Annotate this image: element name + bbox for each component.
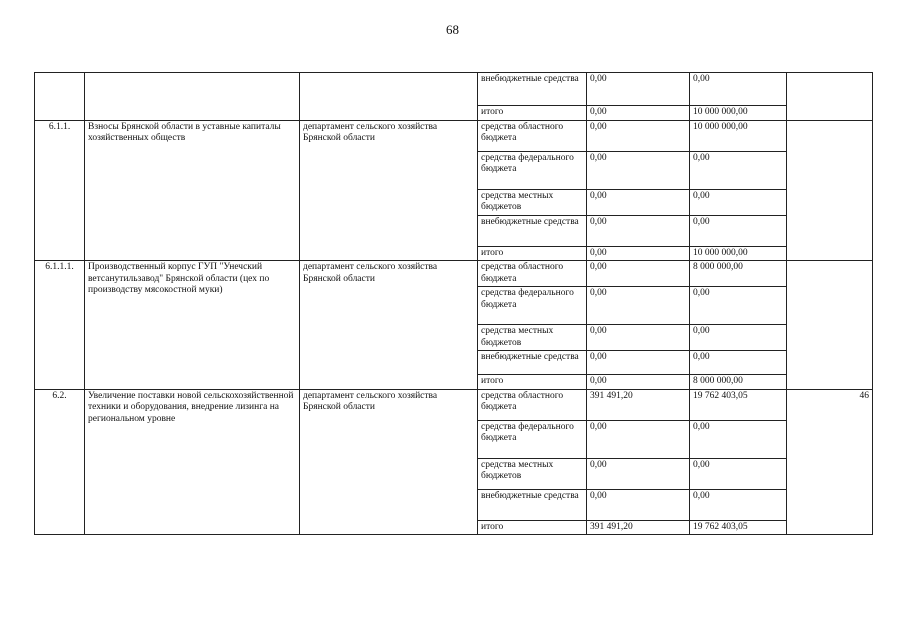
measure-name: Взносы Брянской области в уставные капиталы хозяйственных обществ: [85, 120, 300, 261]
row-number: 6.2.: [35, 389, 85, 535]
funding-source: средства федерального бюджета: [478, 420, 587, 458]
amount-value-1: 0,00: [587, 246, 690, 261]
amount-value-2: 0,00: [690, 489, 787, 520]
amount-value-2: 10 000 000,00: [690, 246, 787, 261]
table-row: [35, 73, 873, 106]
amount-value-2: 0,00: [690, 458, 787, 489]
funding-source: внебюджетные средства: [478, 73, 587, 106]
indicator-value: [787, 73, 873, 121]
amount-value-2: 10 000 000,00: [690, 120, 787, 151]
measure-name: Увеличение поставки новой сельскохозяйственной техники и оборудования, внедрение лизинга на региональном уровне: [85, 389, 300, 535]
amount-value-2: 0,00: [690, 420, 787, 458]
amount-value-1: 0,00: [587, 73, 690, 106]
indicator-value: [787, 261, 873, 390]
amount-value-1: 0,00: [587, 189, 690, 215]
amount-value-2: 10 000 000,00: [690, 106, 787, 121]
amount-value-1: 0,00: [587, 215, 690, 246]
amount-value-1: 391 491,20: [587, 520, 690, 535]
measure-name: [85, 73, 300, 121]
amount-value-2: 0,00: [690, 287, 787, 325]
amount-value-1: 0,00: [587, 106, 690, 121]
row-number: 6.1.1.1.: [35, 261, 85, 390]
amount-value-2: 0,00: [690, 151, 787, 189]
funding-source: итого: [478, 106, 587, 121]
amount-value-1: 0,00: [587, 151, 690, 189]
executor: [300, 73, 478, 121]
funding-source: средства местных бюджетов: [478, 458, 587, 489]
amount-value-2: 19 762 403,05: [690, 389, 787, 420]
funding-source: средства областного бюджета: [478, 120, 587, 151]
table-row: [35, 261, 873, 287]
executor: департамент сельского хозяйства Брянской области: [300, 120, 478, 261]
amount-value-1: 0,00: [587, 261, 690, 287]
executor: департамент сельского хозяйства Брянской области: [300, 389, 478, 535]
row-number: [35, 73, 85, 121]
program-table: [34, 72, 873, 535]
indicator-value: 46: [787, 389, 873, 535]
funding-source: средства местных бюджетов: [478, 189, 587, 215]
amount-value-1: 0,00: [587, 351, 690, 375]
funding-source: средства федерального бюджета: [478, 151, 587, 189]
amount-value-2: 8 000 000,00: [690, 261, 787, 287]
funding-source: внебюджетные средства: [478, 215, 587, 246]
table-row: [35, 120, 873, 151]
funding-source: средства областного бюджета: [478, 261, 587, 287]
row-number: 6.1.1.: [35, 120, 85, 261]
amount-value-1: 0,00: [587, 375, 690, 390]
funding-source: средства федерального бюджета: [478, 287, 587, 325]
amount-value-1: 0,00: [587, 458, 690, 489]
amount-value-2: 0,00: [690, 325, 787, 351]
executor: департамент сельского хозяйства Брянской области: [300, 261, 478, 390]
amount-value-1: 0,00: [587, 420, 690, 458]
table-row: [35, 389, 873, 420]
amount-value-2: 0,00: [690, 189, 787, 215]
funding-source: средства областного бюджета: [478, 389, 587, 420]
amount-value-1: 0,00: [587, 489, 690, 520]
funding-source: итого: [478, 246, 587, 261]
page-number: 68: [446, 22, 459, 37]
amount-value-2: 0,00: [690, 73, 787, 106]
amount-value-1: 0,00: [587, 287, 690, 325]
amount-value-1: 391 491,20: [587, 389, 690, 420]
measure-name: Производственный корпус ГУП "Унечский ветсанутильзавод" Брянской области (цех по производству мясокостной муки): [85, 261, 300, 390]
indicator-value: [787, 120, 873, 261]
amount-value-1: 0,00: [587, 325, 690, 351]
amount-value-1: 0,00: [587, 120, 690, 151]
amount-value-2: 0,00: [690, 215, 787, 246]
funding-source: итого: [478, 375, 587, 390]
table-body: [35, 73, 873, 535]
funding-source: средства местных бюджетов: [478, 325, 587, 351]
amount-value-2: 0,00: [690, 351, 787, 375]
funding-source: внебюджетные средства: [478, 489, 587, 520]
funding-source: внебюджетные средства: [478, 351, 587, 375]
amount-value-2: 19 762 403,05: [690, 520, 787, 535]
amount-value-2: 8 000 000,00: [690, 375, 787, 390]
funding-source: итого: [478, 520, 587, 535]
